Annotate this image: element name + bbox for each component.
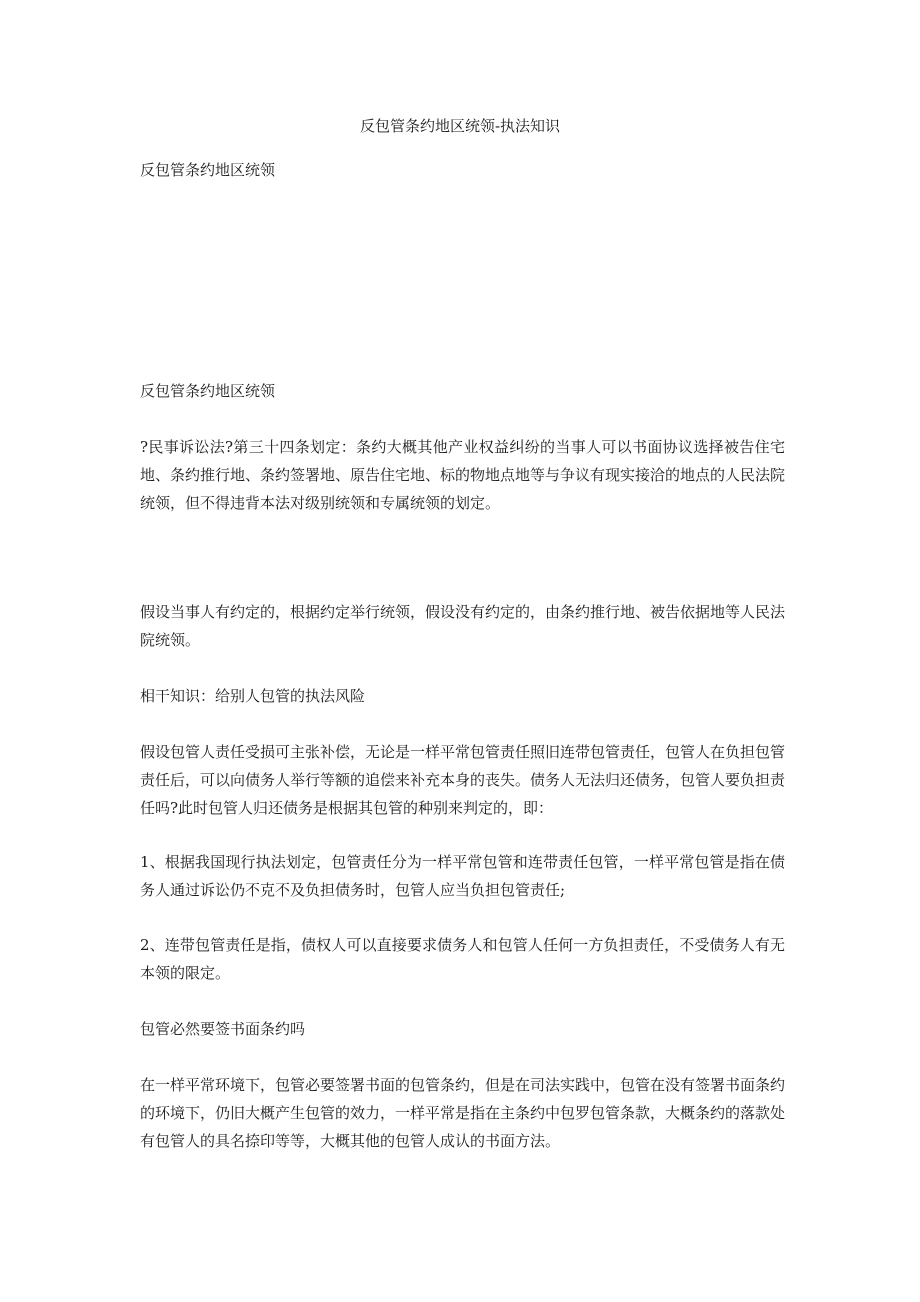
paragraph-agreement-jurisdiction: 假设当事人有约定的，根据约定举行统领，假设没有约定的，由条约推行地、被告依据地等人民法院统领。 — [140, 603, 786, 649]
paragraph-general-guarantee: 1、根据我国现行执法划定，包管责任分为一样平常包管和连带责任包管，一样平常包管是指在债务人通过诉讼仍不克不及负担债务时，包管人应当负担包管责任; — [140, 853, 785, 899]
paragraph-guarantor-recourse: 假设包管人责任受损可主张补偿，无论是一样平常包管责任照旧连带包管责任，包管人在负担包管责任后，可以向债务人举行等额的追偿来补充本身的丧失。债务人无法归还债务，包管人要负担责任吗?此时包管人归还债务是根据其包管的种别来判定的，即： — [140, 743, 786, 817]
paragraph-written-contract: 在一样平常环境下，包管必要签署书面的包管条约，但是在司法实践中，包管在没有签署书面条约的环境下，仍旧大概产生包管的效力，一样平常是指在主条约中包罗包管条款，大概条约的落款处有包管人的具名捺印等等，大概其他的包管人成认的书面方法。 — [140, 1076, 786, 1150]
document-subtitle: 反包管条约地区统领 — [140, 161, 276, 179]
heading-written-contract: 包管必然要签书面条约吗 — [140, 1020, 306, 1038]
section-heading: 反包管条约地区统领 — [140, 382, 276, 400]
paragraph-joint-guarantee: 2、连带包管责任是指，债权人可以直接要求债务人和包管人任何一方负担责任，不受债务人有无本领的限定。 — [140, 936, 785, 982]
document-title: 反包管条约地区统领-执法知识 — [359, 117, 561, 135]
heading-related-knowledge: 相干知识：给别人包管的执法风险 — [140, 687, 366, 705]
paragraph-civil-procedure-law: ?民事诉讼法?第三十四条划定：条约大概其他产业权益纠纷的当事人可以书面协议选择被告住宅地、条约推行地、条约签署地、原告住宅地、标的物地点地等与争议有现实接洽的地点的人民法院统领，但不得违背本法对级别统领和专属统领的划定。 — [140, 438, 786, 512]
